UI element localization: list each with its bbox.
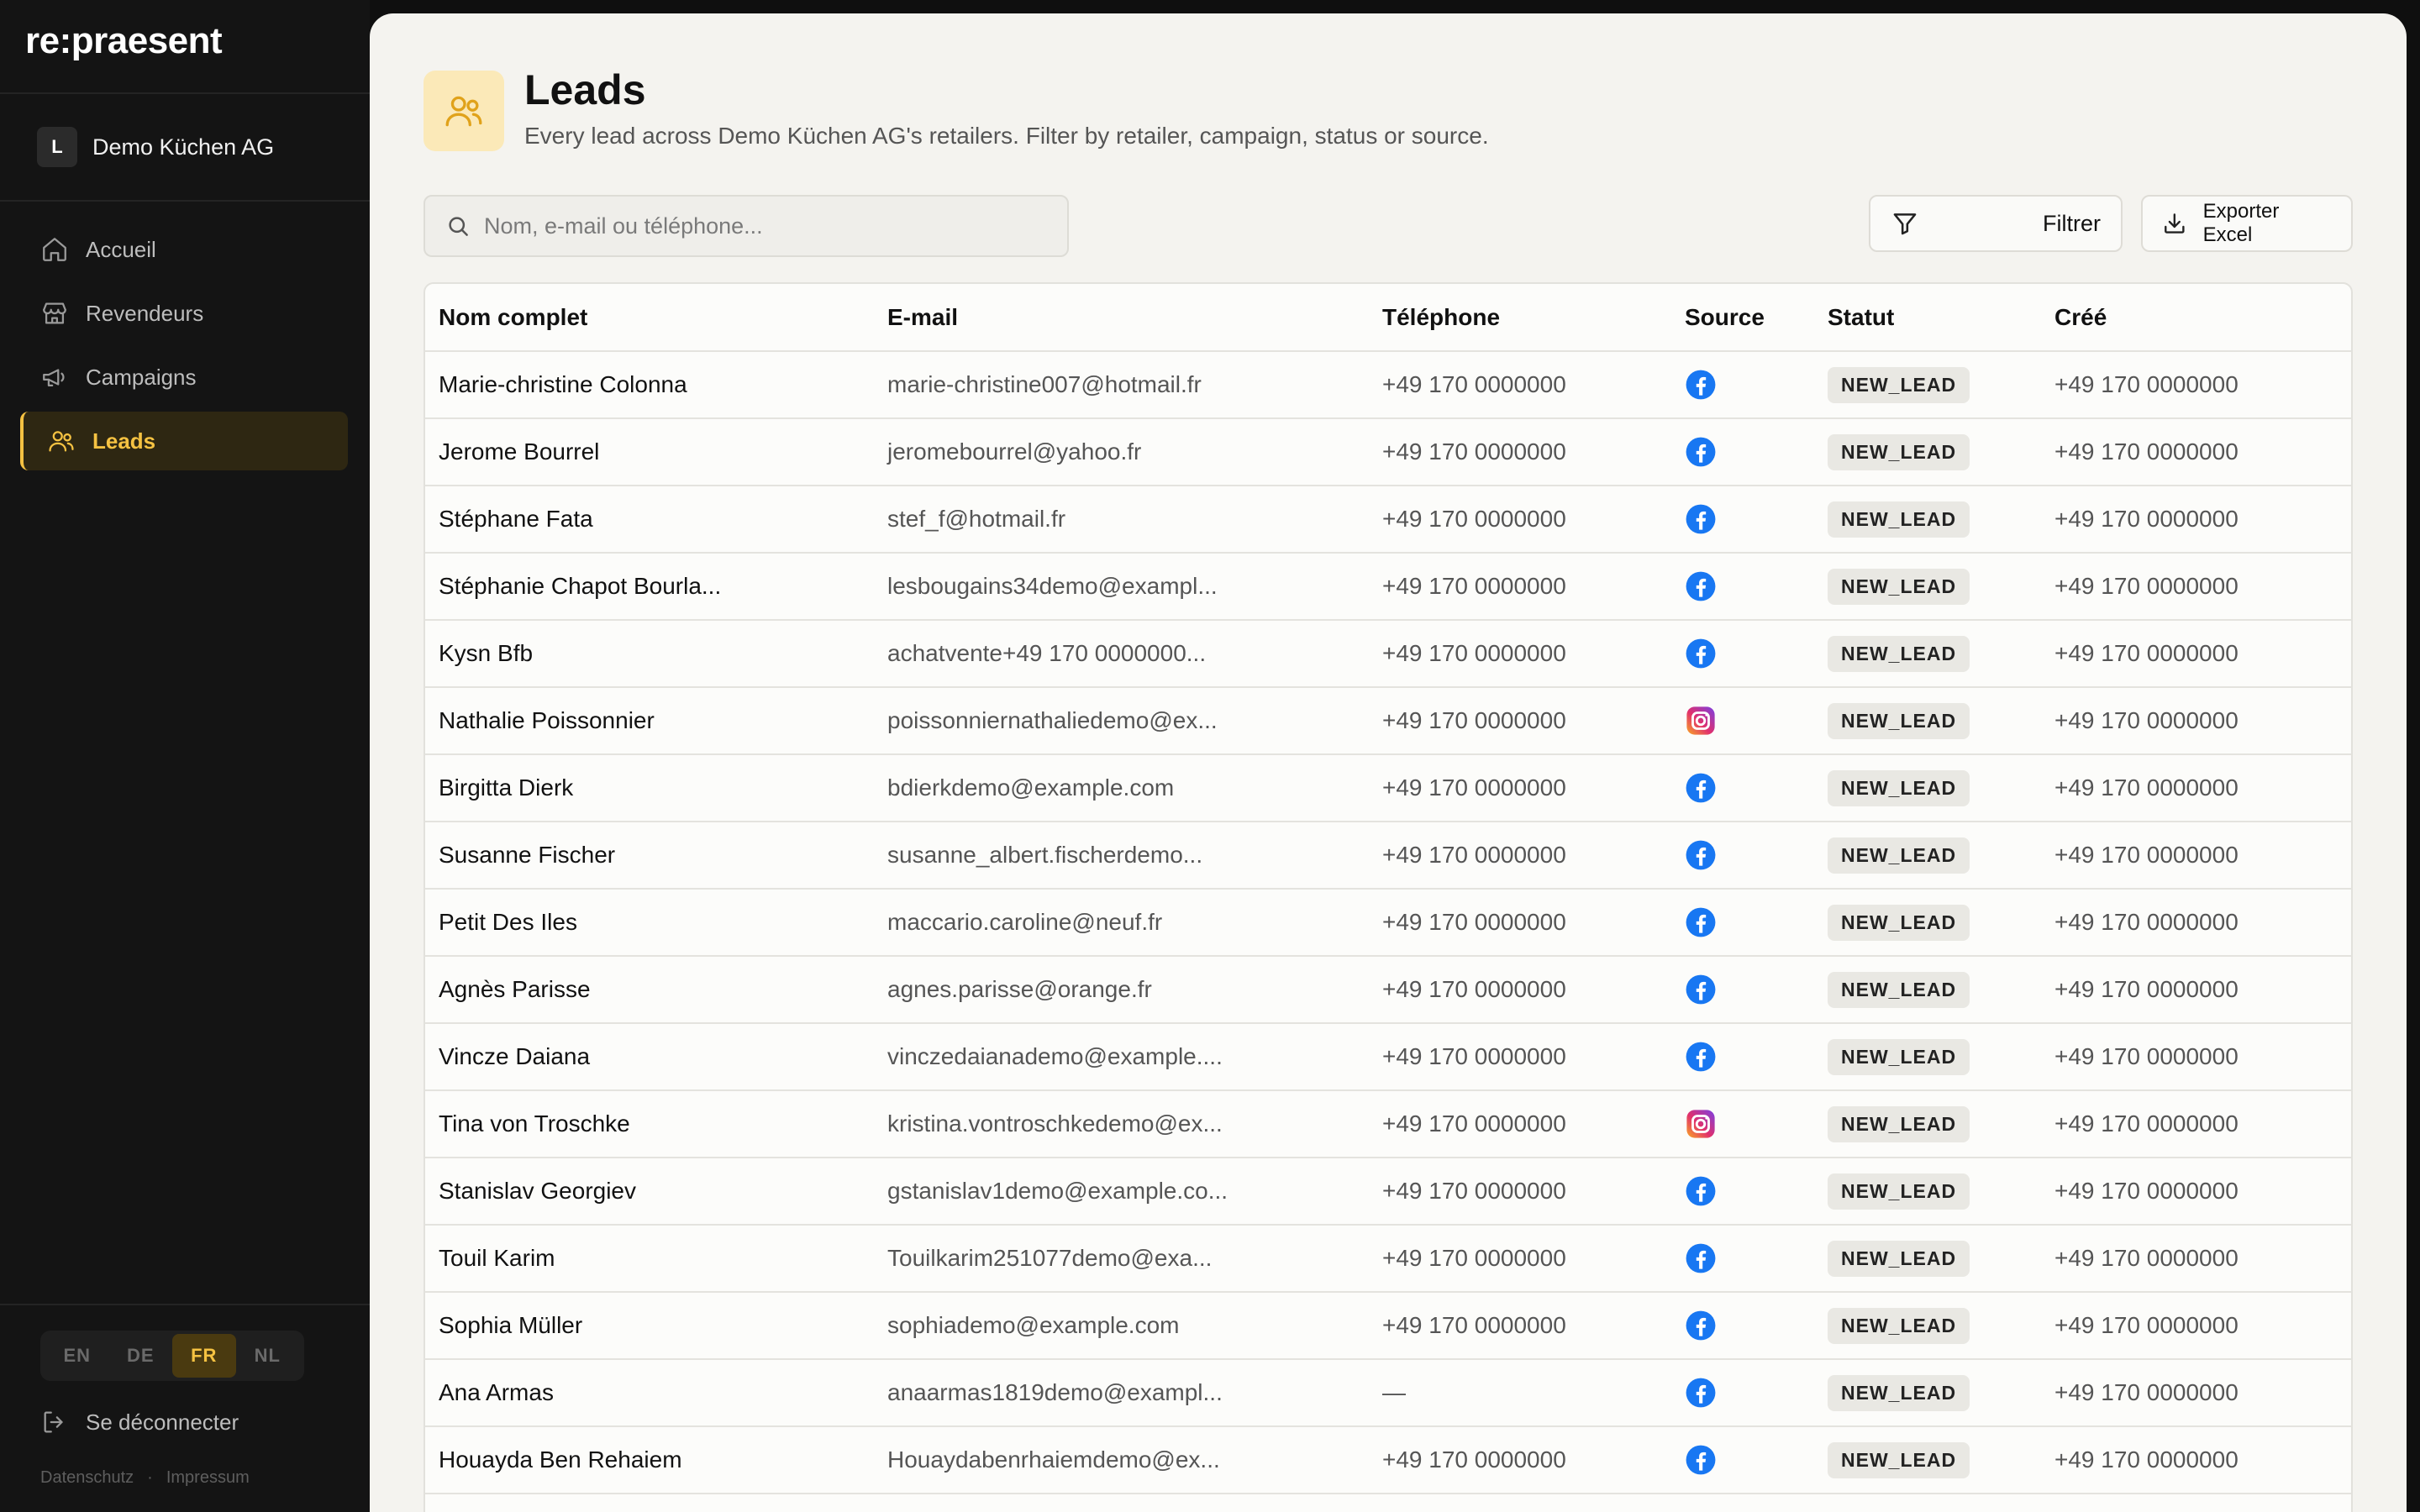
facebook-icon [1685, 974, 1717, 1005]
search-input[interactable] [484, 213, 1055, 239]
lead-email: maccario.caroline@neuf.fr [874, 889, 1369, 956]
store-icon [40, 299, 69, 328]
table-body [425, 351, 2351, 1494]
status-badge: NEW_LEAD [1828, 905, 1970, 941]
page-title: Leads [524, 66, 646, 113]
lead-created: +49 170 0000000 [2041, 620, 2351, 687]
sidebar-item-label: Leads [92, 428, 156, 454]
facebook-icon [1685, 369, 1717, 401]
facebook-icon [1685, 1175, 1717, 1207]
users-icon [47, 427, 76, 455]
lead-name: Jerome Bourrel [425, 418, 874, 486]
facebook-icon [1685, 839, 1717, 871]
lead-email: Houaydabenrhaiemdemo@ex... [874, 1426, 1369, 1494]
sidebar-item-accueil[interactable] [20, 220, 348, 279]
footer-links [40, 1468, 250, 1488]
download-icon [2161, 210, 2188, 237]
instagram-icon [1685, 705, 1717, 737]
lead-source [1671, 351, 1814, 418]
table-row[interactable] [425, 1158, 2351, 1225]
lead-email: sophiademo@example.com [874, 1292, 1369, 1359]
lead-status [1814, 1023, 2041, 1090]
column-header-source[interactable]: Source [1671, 284, 1814, 351]
table-row[interactable] [425, 351, 2351, 418]
table-row[interactable] [425, 1426, 2351, 1494]
table-row[interactable] [425, 1292, 2351, 1359]
lead-status [1814, 822, 2041, 889]
lead-phone: +49 170 0000000 [1369, 1426, 1671, 1494]
lead-name: Birgitta Dierk [425, 754, 874, 822]
status-badge: NEW_LEAD [1828, 1241, 1970, 1277]
lead-source [1671, 1292, 1814, 1359]
status-badge: NEW_LEAD [1828, 1442, 1970, 1478]
lead-name: Agnès Parisse [425, 956, 874, 1023]
sidebar-item-label: Revendeurs [86, 300, 204, 326]
status-badge: NEW_LEAD [1828, 1173, 1970, 1210]
sidebar-item-campaigns[interactable] [20, 348, 348, 407]
privacy-link[interactable]: Datenschutz [40, 1468, 134, 1487]
export-label: Exporter Excel [2202, 200, 2280, 246]
column-header-phone[interactable]: Téléphone [1369, 284, 1671, 351]
lead-status [1814, 418, 2041, 486]
status-badge: NEW_LEAD [1828, 434, 1970, 470]
lead-name: Nathalie Poissonnier [425, 687, 874, 754]
filter-icon [1891, 209, 1919, 238]
table-row[interactable] [425, 1090, 2351, 1158]
footer-separator: · [147, 1468, 153, 1487]
table-row[interactable] [425, 1225, 2351, 1292]
sidebar-divider [0, 92, 370, 94]
lead-phone: +49 170 0000000 [1369, 956, 1671, 1023]
lead-email: agnes.parisse@orange.fr [874, 956, 1369, 1023]
lead-phone: +49 170 0000000 [1369, 620, 1671, 687]
lead-status [1814, 956, 2041, 1023]
table-row[interactable] [425, 620, 2351, 687]
lead-status [1814, 889, 2041, 956]
lead-source [1671, 754, 1814, 822]
brand-logo[interactable]: re:praesent [25, 20, 223, 61]
lead-source [1671, 1158, 1814, 1225]
org-switcher[interactable] [37, 126, 274, 168]
lead-email: lesbougains34demo@exampl... [874, 553, 1369, 620]
lead-created: +49 170 0000000 [2041, 1225, 2351, 1292]
lead-name: Stéphane Fata [425, 486, 874, 553]
lead-status [1814, 1426, 2041, 1494]
lead-phone: +49 170 0000000 [1369, 1292, 1671, 1359]
lead-email: susanne_albert.fischerdemo... [874, 822, 1369, 889]
lead-source [1671, 620, 1814, 687]
lead-phone: +49 170 0000000 [1369, 1090, 1671, 1158]
sidebar-item-leads[interactable] [20, 412, 348, 470]
lead-name: Vincze Daiana [425, 1023, 874, 1090]
table-row[interactable] [425, 486, 2351, 553]
lead-status [1814, 620, 2041, 687]
main-panel [370, 13, 2407, 1512]
column-header-status[interactable]: Statut [1814, 284, 2041, 351]
lead-created: +49 170 0000000 [2041, 1292, 2351, 1359]
lead-status [1814, 754, 2041, 822]
lead-created: +49 170 0000000 [2041, 351, 2351, 418]
lead-status [1814, 553, 2041, 620]
lead-source [1671, 486, 1814, 553]
lead-source [1671, 1225, 1814, 1292]
lead-phone: +49 170 0000000 [1369, 1023, 1671, 1090]
lead-phone: +49 170 0000000 [1369, 889, 1671, 956]
lead-email: marie-christine007@hotmail.fr [874, 351, 1369, 418]
table-header-row [425, 284, 2351, 351]
page-icon [424, 71, 504, 151]
lead-name: Stéphanie Chapot Bourla... [425, 553, 874, 620]
table-row[interactable] [425, 687, 2351, 754]
status-badge: NEW_LEAD [1828, 703, 1970, 739]
page-subtitle: Every lead across Demo Küchen AG's retailers. Filter by retailer, campaign, status or source. [524, 123, 1489, 149]
lead-source [1671, 1023, 1814, 1090]
lead-phone: +49 170 0000000 [1369, 1225, 1671, 1292]
lang-en[interactable]: EN [63, 1345, 92, 1366]
org-avatar: L [37, 127, 77, 167]
facebook-icon [1685, 503, 1717, 535]
lead-created: +49 170 0000000 [2041, 754, 2351, 822]
lead-source [1671, 889, 1814, 956]
lead-phone: +49 170 0000000 [1369, 553, 1671, 620]
status-badge: NEW_LEAD [1828, 1375, 1970, 1411]
status-badge: NEW_LEAD [1828, 501, 1970, 538]
facebook-icon [1685, 570, 1717, 602]
status-badge: NEW_LEAD [1828, 367, 1970, 403]
lead-email: kristina.vontroschkedemo@ex... [874, 1090, 1369, 1158]
lead-phone: +49 170 0000000 [1369, 822, 1671, 889]
column-header-created[interactable]: Créé [2041, 284, 2351, 351]
status-badge: NEW_LEAD [1828, 770, 1970, 806]
lead-status [1814, 1158, 2041, 1225]
status-badge: NEW_LEAD [1828, 1308, 1970, 1344]
lead-created: +49 170 0000000 [2041, 1158, 2351, 1225]
lead-email: Touilkarim251077demo@exa... [874, 1225, 1369, 1292]
lead-status [1814, 486, 2041, 553]
lead-email: poissonniernathaliedemo@ex... [874, 687, 1369, 754]
status-badge: NEW_LEAD [1828, 569, 1970, 605]
table-row[interactable] [425, 1359, 2351, 1426]
export-excel-button[interactable] [2141, 195, 2353, 252]
lead-phone: +49 170 0000000 [1369, 418, 1671, 486]
search-box [424, 195, 1069, 257]
lead-created: +49 170 0000000 [2041, 1426, 2351, 1494]
lead-name: Kysn Bfb [425, 620, 874, 687]
logout-icon [40, 1408, 69, 1436]
lead-status [1814, 1292, 2041, 1359]
lead-phone: +49 170 0000000 [1369, 486, 1671, 553]
status-badge: NEW_LEAD [1828, 636, 1970, 672]
sidebar-divider [0, 200, 370, 202]
lead-name: Touil Karim [425, 1225, 874, 1292]
lead-created: +49 170 0000000 [2041, 486, 2351, 553]
table-row[interactable] [425, 956, 2351, 1023]
instagram-icon [1685, 1108, 1717, 1140]
sidebar [0, 0, 370, 1512]
lead-phone: +49 170 0000000 [1369, 1158, 1671, 1225]
imprint-link[interactable]: Impressum [166, 1468, 250, 1487]
lead-status [1814, 1225, 2041, 1292]
lead-created: +49 170 0000000 [2041, 553, 2351, 620]
lead-email: stef_f@hotmail.fr [874, 486, 1369, 553]
facebook-icon [1685, 1377, 1717, 1409]
column-header-name[interactable]: Nom complet [425, 284, 874, 351]
lead-email: bdierkdemo@example.com [874, 754, 1369, 822]
facebook-icon [1685, 906, 1717, 938]
search-icon [445, 213, 471, 239]
lead-name: Sophia Müller [425, 1292, 874, 1359]
lead-source [1671, 1359, 1814, 1426]
lead-created: +49 170 0000000 [2041, 1023, 2351, 1090]
lead-name: Ana Armas [425, 1359, 874, 1426]
lead-source [1671, 418, 1814, 486]
status-badge: NEW_LEAD [1828, 1106, 1970, 1142]
sidebar-item-label: Campaigns [86, 364, 197, 390]
lead-source [1671, 956, 1814, 1023]
lead-name: Houayda Ben Rehaiem [425, 1426, 874, 1494]
table-row[interactable] [425, 889, 2351, 956]
language-switcher [40, 1331, 304, 1381]
lead-created: +49 170 0000000 [2041, 889, 2351, 956]
facebook-icon [1685, 1041, 1717, 1073]
lead-status [1814, 687, 2041, 754]
status-badge: NEW_LEAD [1828, 1039, 1970, 1075]
lead-status [1814, 1090, 2041, 1158]
sidebar-nav [20, 220, 348, 475]
logout-button[interactable] [40, 1408, 239, 1436]
lead-created: +49 170 0000000 [2041, 822, 2351, 889]
facebook-icon [1685, 638, 1717, 669]
lead-created: +49 170 0000000 [2041, 1359, 2351, 1426]
lead-phone: +49 170 0000000 [1369, 754, 1671, 822]
table-row[interactable] [425, 1023, 2351, 1090]
lead-email: anaarmas1819demo@exampl... [874, 1359, 1369, 1426]
table-row[interactable] [425, 822, 2351, 889]
sidebar-item-label: Accueil [86, 236, 156, 262]
lead-created: +49 170 0000000 [2041, 418, 2351, 486]
sidebar-divider [0, 1304, 370, 1305]
lead-source [1671, 553, 1814, 620]
megaphone-icon [40, 363, 69, 391]
leads-table [424, 282, 2353, 1512]
lead-created: +49 170 0000000 [2041, 687, 2351, 754]
lead-source [1671, 822, 1814, 889]
lead-email: gstanislav1demo@example.co... [874, 1158, 1369, 1225]
facebook-icon [1685, 1310, 1717, 1341]
lead-name: Marie-christine Colonna [425, 351, 874, 418]
lead-name: Susanne Fischer [425, 822, 874, 889]
sidebar-item-revendeurs[interactable] [20, 284, 348, 343]
lead-phone: +49 170 0000000 [1369, 687, 1671, 754]
table-row[interactable] [425, 418, 2351, 486]
lead-source [1671, 1426, 1814, 1494]
lead-status [1814, 1359, 2041, 1426]
column-header-email[interactable]: E-mail [874, 284, 1369, 351]
lead-name: Stanislav Georgiev [425, 1158, 874, 1225]
table-row[interactable] [425, 553, 2351, 620]
lead-email: vinczedaianademo@example.... [874, 1023, 1369, 1090]
lead-name: Petit Des Iles [425, 889, 874, 956]
lead-email: jeromebourrel@yahoo.fr [874, 418, 1369, 486]
status-badge: NEW_LEAD [1828, 837, 1970, 874]
lead-created: +49 170 0000000 [2041, 956, 2351, 1023]
lead-phone: +49 170 0000000 [1369, 351, 1671, 418]
lang-fr[interactable]: FR [172, 1334, 236, 1378]
filter-button[interactable] [1869, 195, 2123, 252]
filter-label: Filtrer [2043, 210, 2101, 236]
org-name: Demo Küchen AG [92, 134, 275, 160]
lead-name: Tina von Troschke [425, 1090, 874, 1158]
lead-email: achatvente+49 170 0000000... [874, 620, 1369, 687]
lead-source [1671, 687, 1814, 754]
lead-source [1671, 1090, 1814, 1158]
table-row[interactable] [425, 754, 2351, 822]
facebook-icon [1685, 1242, 1717, 1274]
lead-phone: — [1369, 1359, 1671, 1426]
lead-created: +49 170 0000000 [2041, 1090, 2351, 1158]
status-badge: NEW_LEAD [1828, 972, 1970, 1008]
lang-de[interactable]: DE [126, 1345, 155, 1366]
logout-label: Se déconnecter [86, 1409, 239, 1435]
facebook-icon [1685, 1444, 1717, 1476]
users-icon [443, 90, 485, 132]
lead-status [1814, 351, 2041, 418]
facebook-icon [1685, 436, 1717, 468]
facebook-icon [1685, 772, 1717, 804]
lang-nl[interactable]: NL [254, 1345, 281, 1366]
home-icon [40, 235, 69, 264]
